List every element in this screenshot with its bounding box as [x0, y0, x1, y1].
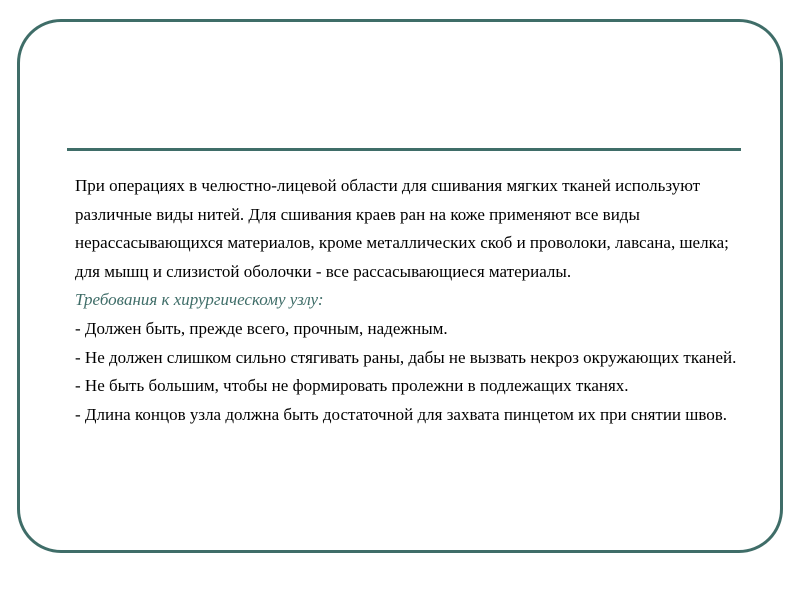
requirement-item-4: - Длина концов узла должна быть достаточной для захвата пинцетом их при снятии швов. [75, 404, 728, 424]
requirement-item-1: - Должен быть, прежде всего, прочным, надежным. [75, 318, 448, 338]
requirement-item-3: - Не быть большим, чтобы не формировать пролежни в подлежащих тканях. [75, 376, 629, 396]
requirements-heading: Требования к хирургическому узлу: [75, 290, 324, 310]
slide-content [75, 172, 755, 429]
intro-paragraph: При операциях в челюстно-лицевой области для сшивания мягких тканей используют различные виды нитей. Для сшивания краев ран на коже применяют все виды нерассасывающихся материалов, кроме металлических скоб и проволоки, лавсана, шелка; для мышц и слизистой оболочки - все рассасывающиеся материалы. [75, 176, 729, 281]
title-divider [67, 148, 741, 151]
requirement-item-2: - Не должен слишком сильно стягивать раны, дабы не вызвать некроз окружающих тканей. [75, 347, 737, 367]
